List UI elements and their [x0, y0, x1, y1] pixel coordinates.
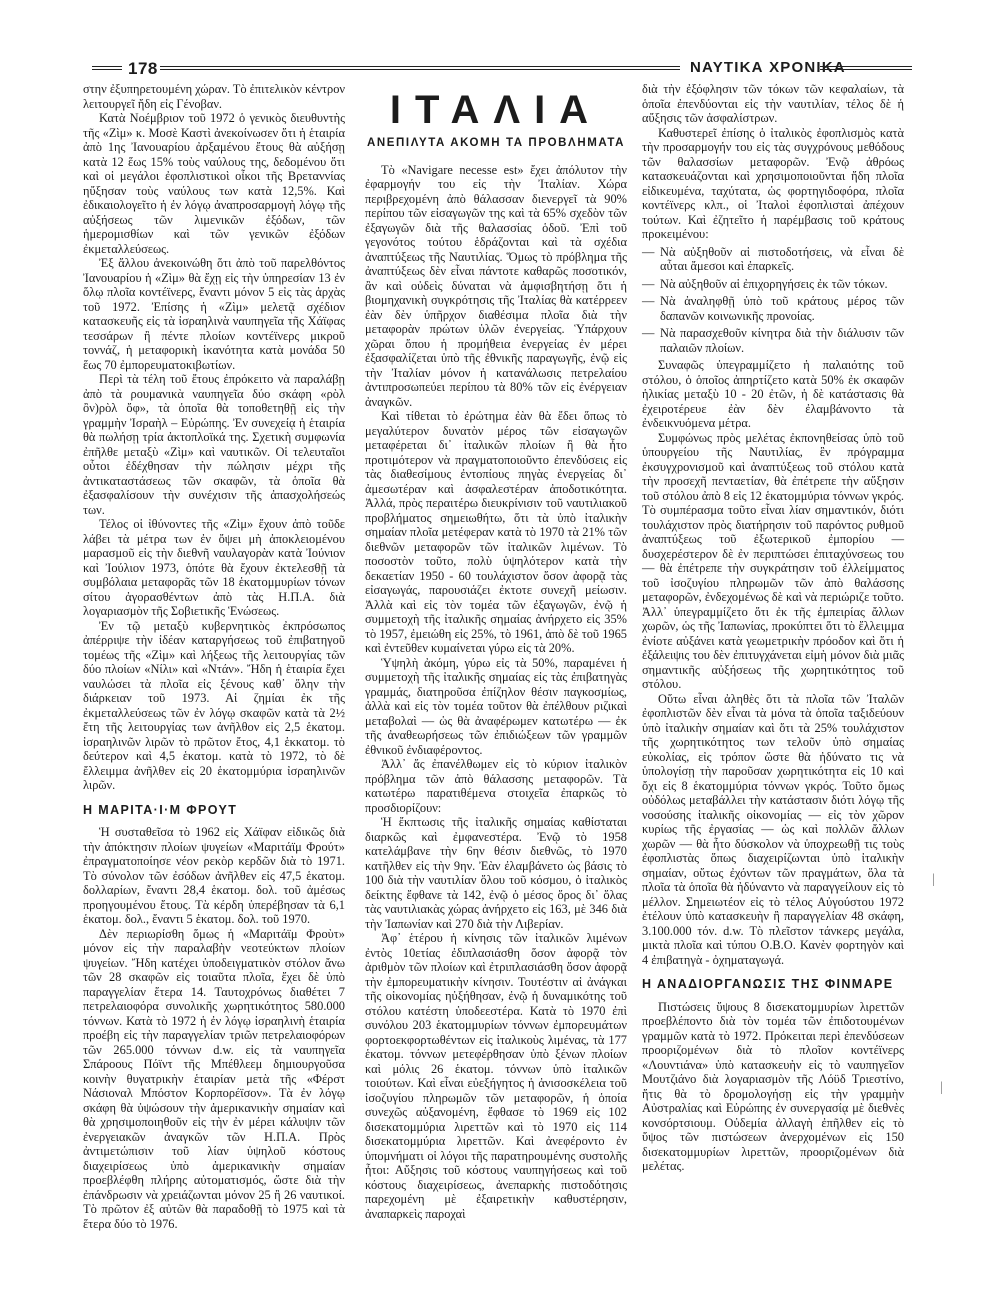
paragraph: Συναφῶς ὑπεγραμμίζετο ἡ παλαιότης τοῦ στόλου, ὁ ὁποῖος ἀπηρτίζετο κατὰ 50% ἐκ σκαφῶν ἡλικίας μεταξὺ 10 - 20 ἐτῶν, ἡ δὲ κατάστασις θὰ ἐχειροτέρευε ἐὰν δὲν ἐλαμβάνοντο τὰ ἐνδεικνυόμενα μέτρα.	[642, 358, 904, 430]
list-item: — Νὰ αὐξηθοῦν αἱ πιστοδοτήσεις, νὰ εἶναι δὲ αὗται ἄμεσοι καὶ ἐπαρκεῖς.	[642, 244, 904, 273]
paragraph: Δὲν περιωρίσθη ὅμως ἡ «Μαριτάϊμ Φροὺτ» μόνον εἰς τὴν παραλαβὴν νεοτεύκτων πλοίων ψυγείων. Ἤδη κατέχει ὑποδειγματικὸν στόλον ἄνω τῶν 28 σκαφῶν εἰς τοιαῦτα πλοῖα, ἔχει δὲ ὑπὸ παραγγελίαν ἕτερα 14. Ταυτοχρόνως διαθέτει 7 πετρελαιοφόρα συνολικῆς χωρητικότητος 580.000 τόννων. Κατὰ τὸ 1972 ἡ ἐν λόγῳ ἰσραηλινὴ ἑταιρία προέβη εἰς τὴν παραγγελίαν τριῶν πετρελαιοφόρων τῶν 265.000 τόννων d.w. εἰς τὰ ναυπηγεῖα Σπάροους Πόϊντ τῆς Μπέθλεεμ δημιουργοῦσα κοινὴν θυγατρικὴν ἑταιρίαν μετὰ τῆς «Φέρστ Νάσιοναλ Μπόστον Κορπορέϊσον». Τὰ ἐν λόγῳ σκάφη θὰ ὑψώσουν τὴν ἀμερικανικὴν σημαίαν καὶ θὰ χρησιμοποιηθοῦν εἰς τὴν ἐν μέρει κάλυψιν τῶν ἐνεργειακῶν ἀναγκῶν τῶν Η.Π.Α. Πρὸς ἀντιμετώπισιν τοῦ λίαν ὑψηλοῦ κόστους διαχειρίσεως ὑπὸ ἀμερικανικὴν σημαίαν προεβλέφθη πλήρης αὐτοματισμός, ὥστε διὰ τὴν ἐπάνδρωσιν νὰ χρειάζωνται μόνον 25 ἢ 26 ναυτικοί. Τὸ πρῶτον ἐξ αὐτῶν θὰ παραδοθῇ τὸ 1975 καὶ τὰ ἕτερα δύο τὸ 1976.	[83, 926, 345, 1231]
paragraph: Καθυστερεῖ ἐπίσης ὁ ἰταλικὸς ἐφοπλισμὸς κατὰ τὴν προσαρμογήν του εἰς τὰς συγχρόνους μεθόδους τῶν θαλασσίων μεταφορῶν. Ἐνῷ ἀθρόως κατασκευάζονται καὶ χρησιμοποιοῦνται ἤδη πλοῖα εἰδικευμένα, ταχύτατα, ὡς φορτηγιδοφόρα, πλοῖα κοντέϊνερς κλπ., οἱ Ἰταλοὶ ἐφοπλισταὶ ἀπέχουν τούτων. Καὶ ἐζητεῖτο ἡ παρέμβασις τοῦ κράτους προκειμένου:	[642, 125, 904, 241]
section-heading-marita-im-frout: Η ΜΑΡΙΤΑ·Ι·Μ ΦΡΟΥΤ	[83, 802, 238, 817]
scan-artifact-mark: |	[940, 1080, 943, 1095]
article-title-italy: ΙΤΑΛΙΑ	[389, 88, 603, 132]
paragraph: Συμφώνως πρὸς μελέτας ἐκπονηθείσας ὑπὸ τοῦ ὑπουργείου τῆς Ναυτιλίας, ἓν πρόγραμμα ἐκσυγχρονισμοῦ καὶ ἀναπτύξεως τοῦ στόλου κατὰ τὴν προσεχῆ πενταετίαν, θὰ ἐπέτρεπε τὴν αὔξησιν τοῦ στόλου ἀπὸ 8 εἰς 12 ἑκατομμύρια τόννων γκρός. Τὸ συμπέρασμα τοῦτο εἶναι λίαν σημαντικόν, διότι τουλάχιστον πρὸς διατήρησιν τοῦ παρόντος ρυθμοῦ ἀναπτύξεως τοῦ ἐξωτερικοῦ ἐμπορίου — δυσχερέστερον δὲ ἐν περιπτώσει ἐπιταχύνσεως του — θὰ ἐπέτρεπε τὴν συγκράτησιν τοῦ ἐλλείμματος τοῦ ἰσοζυγίου πληρωμῶν τῶν ἀπὸ θαλάσσης μεταφορῶν, ἐνδεχομένως δὲ καὶ νὰ περιώριζε τοῦτο. Ἀλλ᾽ ὑπεγραμμίζετο ὅτι ἐκ τῆς ἐμπειρίας ἄλλων χωρῶν, ὡς τῆς Ἰαπωνίας, προκύπτει ὅτι τὸ ἔλλειμμα ἐνίοτε αὐξάνει κατὰ γεωμετρικὴν πρόοδον καὶ ὅτι ἡ ἐξάλειψις του δὲν ἐπιτυγχάνεται εἰμὴ μόνον διὰ μιᾶς σημαντικῆς αὐξήσεως τῆς χωρητικότητος τοῦ στόλου.	[642, 430, 904, 691]
page-number: 178	[128, 59, 158, 78]
section-heading-finmare: Η ΑΝΑΔΙΟΡΓΑΝΩΣΙΣ ΤΗΣ ΦΙΝΜΑΡΕ	[642, 977, 894, 991]
paragraph: Τέλος οἱ ἰθύνοντες τῆς «Ζὶμ» ἔχουν ἀπὸ τοῦδε λάβει τὰ μέτρα των ἐν ὄψει μὴ ἀποκλειομένου μαρασμοῦ εἰς τὴν διεθνῆ ναυλαγορὰν κατὰ Ἰούνιον καὶ Ἰούλιον 1973, ὁπότε θὰ ἔχουν ἐκτελεσθῇ τὰ συμβόλαια μεταφορᾶς τῶν 18 ἑκατομμυρίων τόνων σίτου ἀγορασθέντων ἀπὸ τὰς Η.Π.Α. διὰ λογαριασμὸν τῆς Σοβιετικῆς Ἑνώσεως.	[83, 517, 345, 618]
list-item-text: Νὰ αὐξηθοῦν αἱ πιστοδοτήσεις, νὰ εἶναι δὲ αὗται ἄμεσοι καὶ ἐπαρκεῖς.	[660, 244, 904, 273]
column-3	[642, 82, 904, 1174]
paragraph: Καὶ τίθεται τὸ ἐρώτημα ἐὰν θὰ ἔδει ὅπως τὸ μεγαλύτερον δυνατὸν μέρος τῶν εἰσαγωγῶν μεταφέρεται δι᾽ ἰταλικῶν πλοίων ἢ θὰ ἦτο προτιμότερον νὰ πραγματοποιοῦντο ἐπενδύσεις εἰς τὰς διαθεσίμους ἐντοπίους πηγὰς ἐνεργείας δι᾽ ἀμεσωτέραν καὶ ἀσφαλεστέραν ἀποδοτικότητα. Ἀλλά, πρὸς περαιτέρω διευκρίνισιν τοῦ ναυτιλιακοῦ προβλήματος σημειωθήτω, ὅτι τὰ ὑπὸ ἰταλικὴν σημαίαν πλοῖα μετέφεραν κατὰ τὸ 1970 τὰ 21% τῶν διεθνῶν μεταφορῶν τῶν ἰταλικῶν λιμένων. Τὸ ποσοστὸν τοῦτο, πολὺ ὑψηλότερον κατὰ τὴν δεκαετίαν 1950 - 60 τουλάχιστον ὅσον ἀφορᾷ τὰς εἰσαγωγάς, παρουσιάζει ἐκτοτε συνεχῆ μείωσιν. Ἀλλὰ καὶ εἰς τὸν τομέα τῶν ἐξαγωγῶν, ἐνῷ ἡ συμμετοχὴ τῆς ἰταλικῆς σημαίας ἀνήρχετο εἰς 35% τὸ 1957, ἐμειώθη εἰς 25%, τὸ 1961, ἀπὸ δὲ τοῦ 1965 καὶ ἐντεῦθεν κυμαίνεται γύρω εἰς τὰ 20%.	[365, 409, 627, 655]
paragraph: Οὕτω εἶναι ἀληθὲς ὅτι τὰ πλοῖα τῶν Ἰταλῶν ἐφοπλιστῶν δὲν εἶναι τὰ μόνα τὰ ὁποῖα ταξιδεύουν ὑπὸ ἰταλικὴν σημαίαν καὶ ὅτι τὰ 25% τουλάχιστον τῆς χωρητικότητος των τελοῦν ὑπὸ σημαίας εὐκολίας, εἰς τρόπον ὥστε θὰ ἠδύνατο τις νὰ ὑπολογίσῃ τὴν παροῦσαν χωρητικότητα εἰς 10 καὶ ὄχι εἰς 8 ἑκατομμύρια τόννων γκρός. Τοῦτο ὅμως οὐδόλως μεταβάλλει τὴν κατάστασιν διότι λόγῳ τῆς νοσούσης ἰταλικῆς οἰκονομίας — εἰς τὸν χῶρον κυρίως τῆς ἐργασίας — ὡς καὶ πολλῶν ἄλλων χωρῶν — θὰ ἦτο δύσκολον νὰ ὑποχρεωθῇ τις τοὺς ἐφοπλιστὰς ὅπως διαχειρίζωνται ὑπὸ ἰταλικὴν σημαίαν, οὕτως ἐχόντων τῶν πραγμάτων, ὅλα τὰ πλοῖα τὰ ὁποῖα θὰ ἠδύναντο νὰ παραγγείλουν εἰς τὸ μέλλον. Σημειωτέον εἰς τὸ τέλος Αὐγούστου 1972 ἐτέλουν ὑπὸ κατασκευὴν ἢ παραγγελίαν 48 σκάφη, 3.100.000 τόν. d.w. Τὸ πλεῖστον τάνκερς μεγάλα, μικτὰ πλοῖα καὶ τύπου Ο.Β.Ο. Κανὲν φορτηγὸν καὶ 4 ἐπιβατηγὰ - ὀχηματαγωγά.	[642, 691, 904, 967]
header-rule-left	[92, 66, 122, 70]
list-item-text: Νὰ ἀναληφθῇ ὑπὸ τοῦ κράτους μέρος τῶν δαπανῶν κοινωνικῆς προνοίας.	[660, 294, 904, 323]
paragraph: Περὶ τὰ τέλη τοῦ ἔτους ἐπρόκειτο νὰ παραλάβῃ ἀπὸ τὰ ρουμανικὰ ναυπηγεῖα δύο σκάφη «ρὸλ ὂν)ρὸλ ὄφ», τὰ ὁποῖα θὰ τοποθετηθῇ εἰς τὴν γραμμὴν Ἰσραὴλ – Εὐρώπης. Ἐν συνεχείᾳ ἡ ἑταιρία θὰ πωλήσῃ τρία ἀκτοπλοϊκά της. Σχετικὴ συμφωνία ἐπῆλθε μεταξὺ «Ζὶμ» καὶ ναυτικῶν. Οἱ τελευταῖοι οὗτοι ἐδέχθησαν τὴν πώλησιν μέχρι τῆς ἀντικαταστάσεως τῶν σκαφῶν, τὰ ὁποῖα θὰ ἐξασφαλίσουν τὴν συνέχισιν τῆς ἀπασχολήσεώς των.	[83, 372, 345, 517]
paragraph: Τὸ «Navigare necesse est» ἔχει ἀπόλυτον τὴν ἐφαρμογήν του εἰς τὴν Ἰταλίαν. Χώρα περιβρεχομένη ἀπὸ θάλασσαν διενεργεῖ τὰ 90% περίπου τῶν εἰσαγωγῶν της καὶ τὰ 65% σχεδὸν τῶν ἐξαγωγῶν διὰ τῆς θαλασσίας ὁδοῦ. Ἐπὶ τοῦ γεγονότος τούτου ἑδράζονται καὶ τὰ σχέδια ἀναπτύξεως τῆς Ναυτιλίας. Ὅμως τὸ πρόβλημα τῆς ἀναπτύξεως δὲν εἶναι πάντοτε καθαρῶς ποσοτικόν, ἂν καὶ οὐδεὶς δύναται νὰ ἀμφισβητήσῃ ὅτι ἡ βιομηχανικὴ συγκρότησις τῆς Ἰταλίας θὰ κατέρρεεν ἐὰν δὲν ὑπῆρχον διαθέσιμα πλοῖα διὰ τὴν μεταφορὰν πρώτων ὑλῶν ἐνεργείας. Ὑπάρχουν χῶραι ὅπου ἡ προμήθεια ἐνεργείας ἐν μέρει ἐξασφαλίζεται ὑπὸ τῆς ἐθνικῆς παραγωγῆς, ἐνῷ εἰς τὴν Ἰταλίαν μόνον ἡ κατανάλωσις πετρελαίου ἀντιπροσωπεύει περίπου τὰ 80% τῶν εἰς ἐνέργειαν ἀναγκῶν.	[365, 162, 627, 409]
paragraph: Ὑψηλὴ ἀκόμη, γύρω εἰς τὰ 50%, παραμένει ἡ συμμετοχὴ τῆς ἰταλικῆς σημαίας εἰς τὰς ἐπιβατηγὰς γραμμάς, διατηροῦσα ἐπίζηλον θέσιν παγκοσμίως, ἀλλὰ καὶ εἰς τὸν τομέα τοῦτον θὰ ἐπέλθουν ριζικαὶ μεταβολαὶ — ὡς θὰ ἀναφέρωμεν κατωτέρω — ἐκ τῆς ἀναθεωρήσεως τῶν ἐπιδιώξεων τῶν γραμμῶν ἐθνικοῦ ἐνδιαφέροντος.	[365, 655, 627, 757]
paragraph: στην ἐξυπηρετουμένη χώραν. Τὸ ἐπιτελικὸν κέντρον λειτουργεῖ ἤδη εἰς Γένοβαν.	[83, 82, 345, 111]
paragraph: Κατὰ Νοέμβριον τοῦ 1972 ὁ γενικὸς διευθυντὴς τῆς «Ζὶμ» κ. Μοσὲ Καστὶ ἀνεκοίνωσεν ὅτι ἡ ἑταιρία ἀπὸ 1ης Ἰανουαρίου ἀρξαμένου ἔτους θὰ αὐξήσῃ κατὰ 12 ἕως 15% τοὺς ναύλους της, δεδομένου ὅτι καὶ οἱ μεγάλοι ἐφοπλιστικοὶ οἶκοι τῆς Βρεταννίας ηὔξησαν τοὺς ναύλους των κατὰ 12,5%. Καὶ ἐδικαιολογεῖτο ἡ ἐν λόγῳ ἀναπροσαρμογὴ λόγῳ τῆς αὐξήσεως τῶν λιμενικῶν ἐξόδων, τῶν ἡμερομισθίων καὶ τῶν γενικῶν ἐξόδων ἐκμεταλλεύσεως.	[83, 111, 345, 256]
paragraph: Ἐν τῷ μεταξὺ κυβερνητικὸς ἐκπρόσωπος ἀπέρριψε τὴν ἰδέαν καταργήσεως τοῦ ἐπιβατηγοῦ τομέως τῆς «Ζὶμ» καὶ λήξεως τῆς λειτουργίας τῶν δύο πλοίων «Νίλι» καὶ «Ντάν». Ἤδη ἡ ἑταιρία ἔχει ναυλώσει τὰ πλοῖα εἰς ξένους καθ᾽ ὅλην τὴν διάρκειαν τοῦ 1973. Αἱ ζημίαι ἐκ τῆς ἐκμεταλλεύσεως τῶν ἐν λόγῳ σκαφῶν κατὰ τὰ 2½ ἔτη τῆς λειτουργίας των ἀνῆλθον εἰς 2,5 ἑκατομ. ἰσραηλινῶν λιρῶν τὸ πρῶτον ἔτος, 4,1 ἑκκατομ. τὸ δεύτερον καὶ 4,5 ἑκατομ. κατὰ τὸ 1972, τὸ δὲ ἔλλειμμα ἀνῆλθεν εἰς 20 ἑκατομμύρια ἰσραηλινῶν λιρῶν.	[83, 618, 345, 792]
header-rule-right	[820, 66, 912, 70]
paragraph: Ἀφ᾽ ἑτέρου ἡ κίνησις τῶν ἰταλικῶν λιμένων ἐντὸς 10ετίας ἐδιπλασιάσθη ὅσον ἀφορᾷ τὸν ἀριθμὸν τῶν πλοίων καὶ ἐτριπλασιάσθη ὅσον ἀφορᾷ τὴν ἐμπορευματικὴν κίνησιν. Τουτέστιν αἱ ἀνάγκαι τῆς οἰκονομίας ηὐξήθησαν, ἐνῷ ἡ δυναμικότης τοῦ στόλου κατέστη ὑποδεεστέρα. Κατὰ τὸ 1970 ἐπὶ συνόλου 203 ἑκατομμυρίων τόννων ἐμπορευμάτων φορτοεκφορτωθέντων εἰς ἰταλικοὺς λιμένας, τὰ 177 ἑκατομ. τόννων μετεφέρθησαν ὑπὸ ξένων πλοίων καὶ μόλις 26 ἑκατομ. τόννων ὑπὸ ἰταλικῶν τοιούτων. Καὶ εἶναι εὐεξήγητος ἡ ἀνισοσκέλεια τοῦ ἰσοζυγίου πληρωμῶν τῶν μεταφορῶν, ἡ ὁποία συνεχῶς αὐξανομένη, ἔφθασε τὸ 1969 εἰς 102 δισεκατομμύρια λιρεττῶν καὶ τὸ 1970 εἰς 114 δισεκατομμύρια λιρεττῶν. Καὶ ἀνεφέροντο ἐν ὑπομνήματι οἱ λόγοι τῆς παρατηρουμένης συστολῆς ἦτοι: Αὔξησις τοῦ κόστους ναυπηγήσεως καὶ τοῦ κόστους διαχειρίσεως, ἀνεπαρκὴς πιστοδότησις παρεχομένη μὲ ἐξαιρετικὴν καθυστέρησιν, ἀναπαρκεὶς παροχαὶ	[365, 931, 627, 1221]
header-rule-middle	[160, 66, 680, 70]
column-1	[83, 82, 345, 1231]
paragraph: Πιστώσεις ὕψους 8 δισεκατομμυρίων λιρεττῶν προεβλέποντο διὰ τὸν τομέα τῶν ἐπιδοτουμένων γραμμῶν κατὰ τὸ 1972. Πρόκειται περὶ ἐπενδύσεων προοριζομένων διὰ τὸ πλοῖον κοντέϊνερς «Λουντιάνα» ὑπὸ κατασκευὴν εἰς τὸ ναυπηγεῖον Μουτζιάνο διὰ λογαριασμὸν τῆς Λόϋδ Τριεστίνο, ἥτις θὰ τὸ δρομολογήσῃ εἰς τὴν γραμμὴν Αὐστραλίας καὶ Εὐρώπης ἐν συνεργασίᾳ μὲ διεθνὲς κονσόρτσιουμ. Οὐδεμία ἀλλαγὴ ἐπῆλθεν εἰς τὸ ὕψος τῶν πιστώσεων ἀνερχομένων εἰς 150 δισεκατομμυρίων λιρεττῶν, προοριζομένων διὰ μελέτας.	[642, 999, 904, 1173]
paragraph: Ἀλλ᾽ ἄς ἐπανέλθωμεν εἰς τὸ κύριον ἰταλικὸν πρόβλημα τῶν ἀπὸ θάλασσης μεταφορῶν. Τὰ κατωτέρω παρατιθέμενα στοιχεῖα ἐπαρκῶς τὸ προσδιορίζουν:	[365, 757, 627, 815]
journal-title: ΝΑΥΤΙΚΑ ΧΡΟΝΙΚΑ	[690, 59, 846, 76]
paragraph: Ἡ συσταθεῖσα τὸ 1962 εἰς Χάϊφαν εἰδικῶς διὰ τὴν ἀπόκτησιν πλοίων ψυγείων «Μαριτάϊμ Φρούτ» ἐπραγματοποίησε νέον ρεκὸρ κερδῶν διὰ τὸ 1971. Τὸ σύνολον τῶν ἐσόδων ἀνῆλθεν εἰς 47,5 ἑκατομ. δολλαρίων, ἔναντι 28,4 ἑκατομ. δολ. τοῦ ἀμέσως προηγουμένου ἔτους. Τὰ κέρδη ὑπερέβησαν τὰ 6,1 ἑκατομ. δολ., ἔναντι 5 ἑκατομ. δολ. τοῦ 1970.	[83, 825, 345, 926]
article-subtitle: ΑΝΕΠΙΛΥΤΑ ΑΚΟΜΗ ΤΑ ΠΡΟΒΛΗΜΑΤΑ	[366, 137, 626, 149]
paragraph: Ἡ ἔκπτωσις τῆς ἰταλικῆς σημαίας καθίσταται διαρκῶς καὶ ἐμφανεστέρα. Ἐνῷ τὸ 1958 κατελάμβανε τὴν 6ην θέσιν διεθνῶς, τὸ 1970 κατῆλθεν εἰς τὴν 9ην. Ἐὰν ἐλαμβάνετο ὡς βάσις τὸ 100 διὰ τὴν ναυτιλίαν ὅλου τοῦ κόσμου, ὁ ἰταλικὸς δείκτης ἔφθανε τὰ 142, ἐνῷ ὁ μέσος ὅρος δι᾽ ὅλας τὰς ναυτιλιακὰς χώρας ἀνήρχετο εἰς 163, μὲ 346 διὰ τὴν Ἰαπωνίαν καὶ 270 διὰ τὴν Λιβερίαν.	[365, 815, 627, 931]
scan-artifact-mark: |	[932, 872, 935, 887]
list-item-text: Νὰ αὐξηθοῦν αἱ ἐπιχορηγήσεις ἐκ τῶν τόκων.	[660, 276, 888, 291]
list-item: — Νὰ ἀναληφθῇ ὑπὸ τοῦ κράτους μέρος τῶν δαπανῶν κοινωνικῆς προνοίας.	[642, 294, 904, 323]
paragraph: διὰ τὴν ἐξόφλησιν τῶν τόκων τῶν κεφαλαίων, τὰ ὁποῖα ἐπενδύονται εἰς τὴν ναυτιλίαν, τέλος δὲ ἡ αὔξησις τῶν ἀσφαλίστρων.	[642, 82, 904, 125]
list-item: — Νὰ παρασχεθοῦν κίνητρα διὰ τὴν διάλυσιν τῶν παλαιῶν πλοίων.	[642, 326, 904, 355]
list-item: — Νὰ αὐξηθοῦν αἱ ἐπιχορηγήσεις ἐκ τῶν τόκων.	[642, 276, 888, 291]
paragraph: Ἐξ ἄλλου ἀνεκοινώθη ὅτι ἀπὸ τοῦ παρελθόντος Ἰανουαρίου ἡ «Ζὶμ» θὰ ἔχῃ εἰς τὴν ὑπηρεσίαν 13 ἐν ὅλῳ πλοῖα κοντέϊνερς, ἔναντι μόνον 5 εἰς τὰς ἀρχὰς τοῦ 1972. Ἐπίσης ἡ «Ζὶμ» μελετᾷ σχέδιον κατασκευῆς εἰς τὰ ἰσραηλινὰ ναυπηγεῖα τῆς Χάϊφας τεσσάρων ἢ πέντε πλοίων κοντέϊνερς μικροῦ τοννάζ, ἡ μεταφορικὴ ἱκανότητα κατὰ μονάδα 50 ἕως 70 ἐμπορευματοκιβωτίων.	[83, 256, 345, 372]
column-2	[365, 82, 627, 1221]
list-item-text: Νὰ παρασχεθοῦν κίνητρα διὰ τὴν διάλυσιν τῶν παλαιῶν πλοίων.	[660, 326, 904, 355]
